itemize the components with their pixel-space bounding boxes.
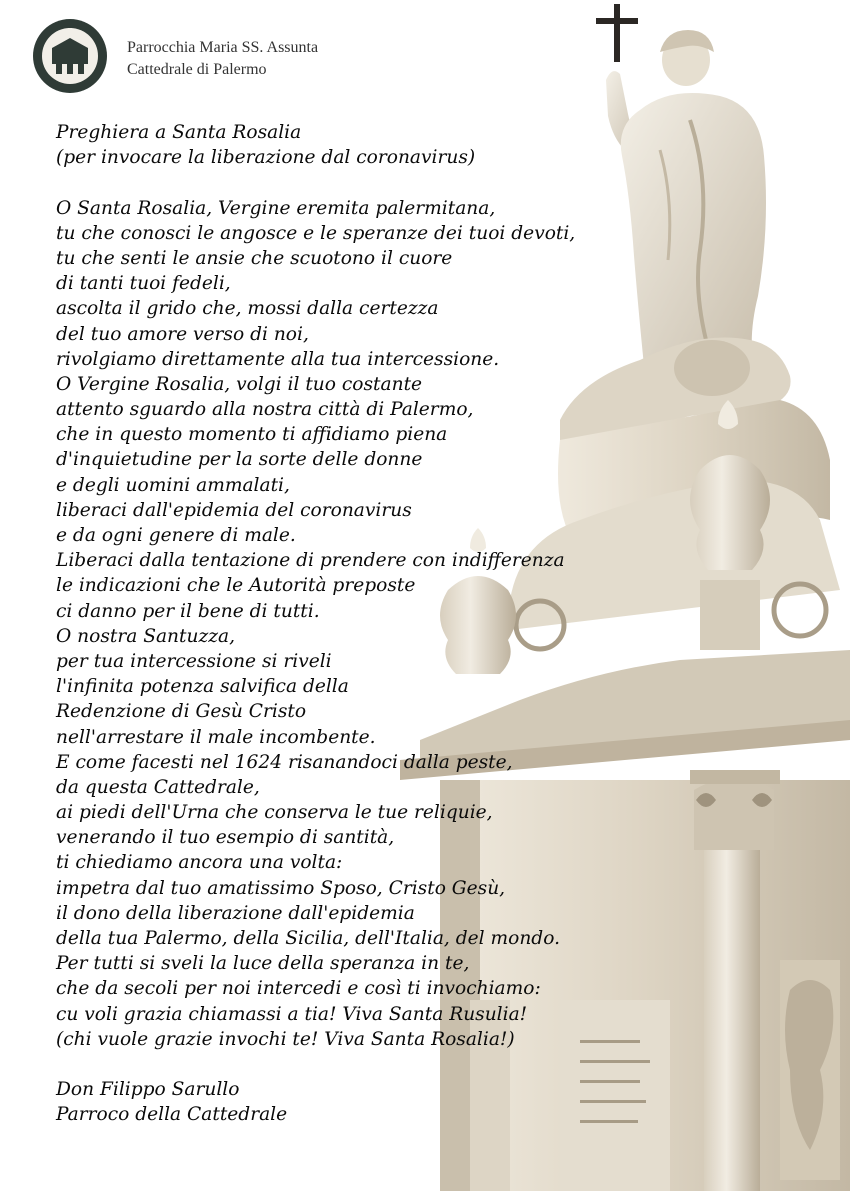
prayer-line: ti chiediamo ancora una volta: (56, 852, 343, 874)
prayer-line: nell'arrestare il male incombente. (56, 726, 376, 748)
signature-name: Don Filippo Sarullo (56, 1079, 240, 1101)
prayer-line: ai piedi dell'Urna che conserva le tue reliquie, (56, 802, 493, 824)
prayer-line: ascolta il grido che, mossi dalla certezza (56, 298, 439, 320)
prayer-line: del tuo amore verso di noi, (56, 323, 309, 345)
cathedral-seal-icon (32, 18, 108, 94)
prayer-line: le indicazioni che le Autorità preposte (56, 575, 416, 597)
cross-icon (596, 4, 638, 62)
prayer-line: O nostra Santuzza, (56, 625, 236, 647)
prayer-line: della tua Palermo, della Sicilia, dell'Italia, del mondo. (56, 928, 560, 949)
prayer-line: cu voli grazia chiamassi a tia! Viva Santa Rusulia! (56, 1003, 528, 1025)
prayer-line: di tanti tuoi fedeli, (56, 273, 231, 295)
prayer-subtitle: (per invocare la liberazione dal coronavirus) (56, 147, 476, 169)
prayer-line: e da ogni genere di male. (56, 525, 296, 546)
prayer-line: il dono della liberazione dall'epidemia (56, 902, 415, 924)
prayer-line: rivolgiamo direttamente alla tua intercessione. (56, 348, 500, 370)
prayer-line: tu che conosci le angosce e le speranze dei tuoi devoti, (56, 222, 576, 244)
parish-name (127, 37, 318, 81)
prayer-line: O Vergine Rosalia, volgi il tuo costante (56, 373, 423, 395)
prayer-line: ci danno per il bene di tutti. (56, 600, 320, 622)
prayer-line: O Santa Rosalia, Vergine eremita palermitana, (56, 197, 496, 219)
prayer-line: da questa Cattedrale, (56, 776, 260, 798)
prayer-line: Redenzione di Gesù Cristo (56, 701, 307, 723)
prayer-line: e degli uomini ammalati, (56, 474, 290, 496)
signature-title: Parroco della Cattedrale (56, 1104, 288, 1126)
prayer-line: impetra dal tuo amatissimo Sposo, Cristo Gesù, (56, 877, 506, 899)
prayer-line: d'inquietudine per la sorte delle donne (56, 449, 423, 471)
prayer-line: che da secoli per noi intercedi e così ti invochiamo: (56, 978, 541, 1000)
prayer-line: per tua intercessione si riveli (56, 650, 332, 672)
prayer-line: attento sguardo alla nostra città di Palermo, (56, 399, 474, 421)
prayer-line: Per tutti si sveli la luce della speranza in te, (56, 953, 470, 975)
parish-line-1: Parrocchia Maria SS. Assunta (127, 39, 319, 56)
parish-line-2: Cattedrale di Palermo (127, 61, 267, 78)
prayer-line: venerando il tuo esempio di santità, (56, 827, 395, 849)
prayer-line: che in questo momento ti affidiamo piena (56, 424, 448, 446)
prayer-line: l'infinita potenza salvifica della (56, 676, 349, 698)
prayer-line: tu che senti le ansie che scuotono il cuore (56, 247, 453, 269)
prayer-line: E come facesti nel 1624 risanandoci dalla peste, (56, 751, 513, 773)
prayer-line: Liberaci dalla tentazione di prendere con indifferenza (56, 550, 565, 572)
prayer-line: liberaci dall'epidemia del coronavirus (56, 499, 412, 521)
prayer-text (56, 120, 656, 1128)
prayer-line: (chi vuole grazie invochi te! Viva Santa Rosalia!) (56, 1028, 515, 1050)
prayer-title: Preghiera a Santa Rosalia (56, 122, 302, 143)
